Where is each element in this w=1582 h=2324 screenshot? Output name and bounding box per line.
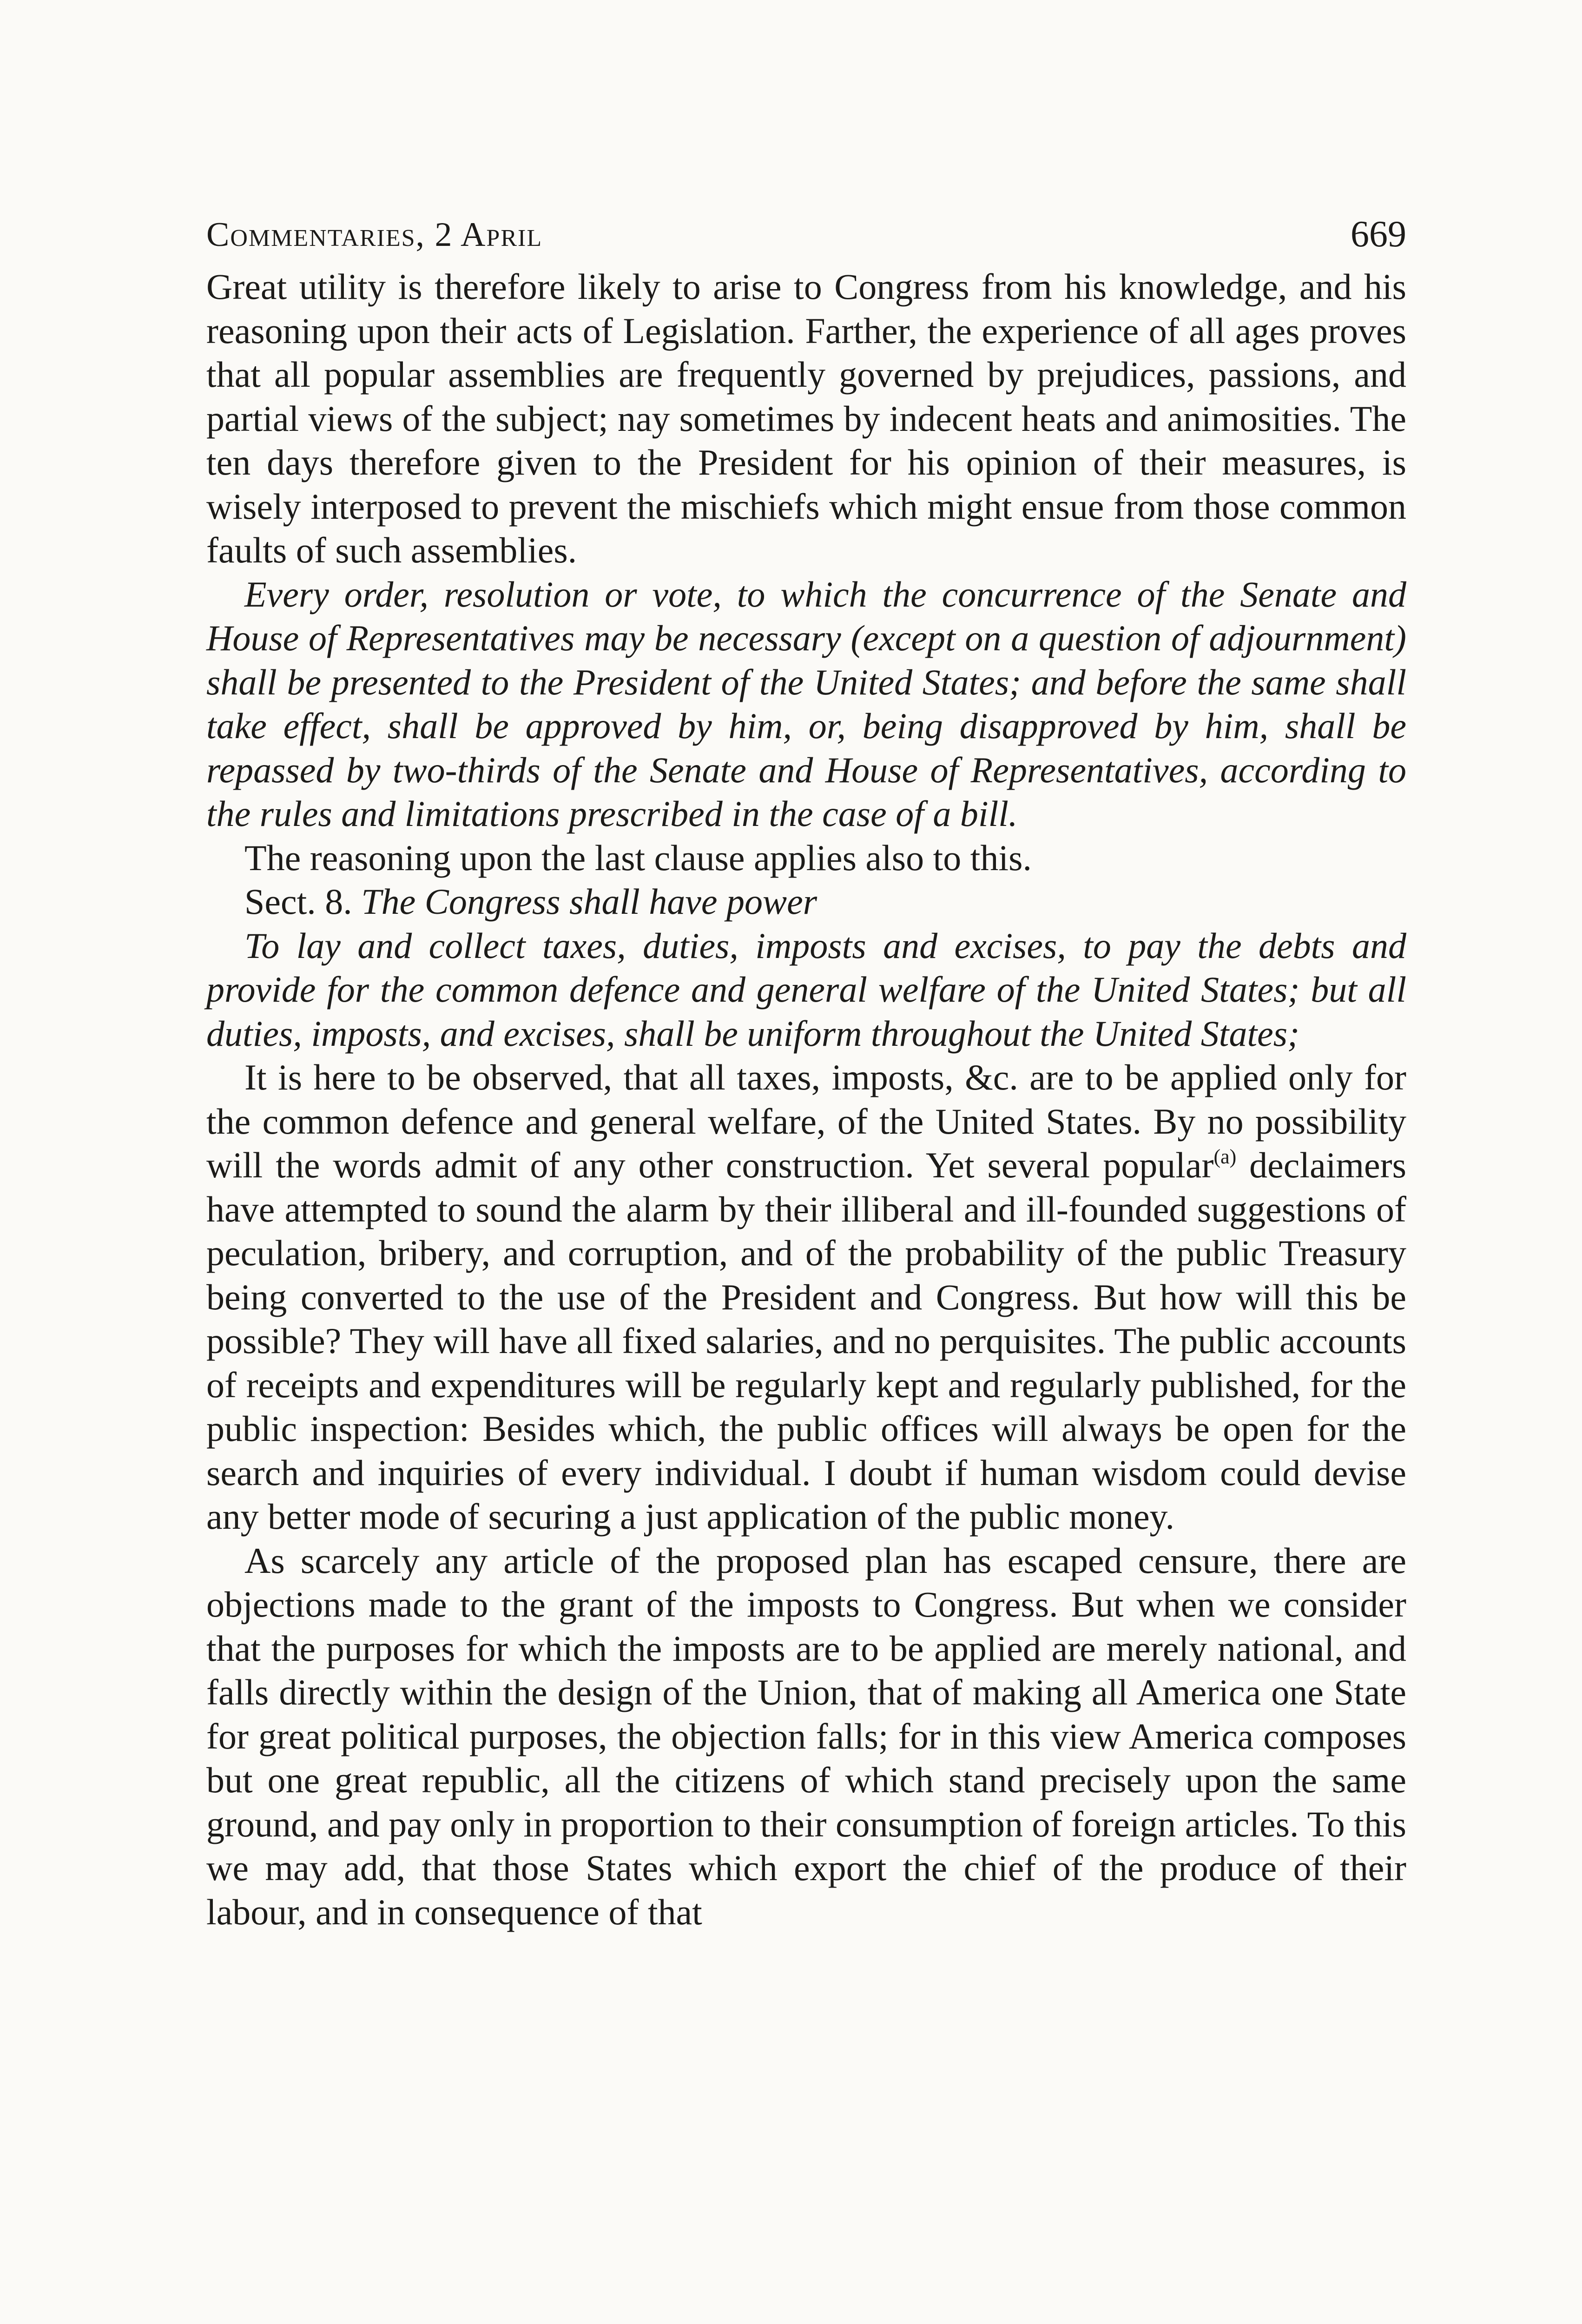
running-head: Commentaries, 2 April [206, 216, 543, 254]
paragraph: Great utility is therefore likely to arise to Congress from his knowledge, and his reasoning upon their acts of Legislation. Farther, the experience of all ages proves that all popular assemblies are frequently governed by prejudices, passions, and partial views of the subject; nay sometimes by indecent heats and animosities. The ten days therefore given to the President for his opinion of their measures, is wisely interposed to prevent the mischiefs which might ensue from those common faults of such assemblies. [206, 266, 1406, 570]
paragraph: The reasoning upon the last clause applies also to this. [244, 837, 1032, 878]
constitution-quote: Every order, resolution or vote, to which the concurrence of the Senate and House of Representatives may be necessary (except on a question of adjournment) shall be presented to the President of the United States; and before the same shall take effect, shall be approved by him, or, being disapproved by him, shall be repassed by two-thirds of the Senate and House of Representatives, according to the rules and limitations prescribed in the case of a bill. [206, 574, 1406, 834]
page-header [206, 205, 1406, 265]
section-text: The Congress shall have power [361, 881, 817, 922]
constitution-quote: To lay and collect taxes, duties, imposts and excises, to pay the debts and provide for the common defence and general welfare of the United States; but all duties, imposts, and excises, shall be uniform throughout the United States; [206, 925, 1406, 1054]
footnote-marker[interactable]: (a) [1213, 1145, 1237, 1168]
section-heading [206, 880, 1406, 924]
page-number: 669 [1351, 214, 1406, 255]
paragraph: As scarcely any article of the proposed plan has escaped censure, there are objections made to the grant of the imposts to Congress. But when we consider that the purposes for which the imposts are to be applied are merely national, and falls directly within the design of the Union, that of making all America one State for great political purposes, the objection falls; for in this view America composes but one great republic, all the citizens of which stand precisely upon the same ground, and pay only in proportion to their consumption of foreign articles. To this we may add, that those States which export the chief of the produce of their labour, and in consequence of that [206, 1540, 1406, 1932]
paragraph [206, 1056, 1406, 1539]
section-label: Sect. 8. [244, 881, 362, 922]
paragraph-text: declaimers have attempted to sound the alarm by their illiberal and ill-founded suggestions of peculation, bribery, and corruption, and of the probability of the public Treasury being converted to the use of the President and Congress. But how will this be possible? They will have all fixed salaries, and no perquisites. The public accounts of receipts and expenditures will be regularly kept and regularly published, for the public inspection: Besides which, the public offices will always be open for the search and inquiries of every individual. I doubt if human wisdom could devise any better mode of securing a just application of the public money. [206, 1145, 1406, 1537]
document-page [206, 205, 1406, 1934]
body-text [206, 265, 1406, 1934]
paragraph-text: It is here to be observed, that all taxes, imposts, &c. are to be applied only for the common defence and general welfare, of the United States. By no possibility will the words admit of any other construction. Yet several popular [206, 1057, 1406, 1185]
